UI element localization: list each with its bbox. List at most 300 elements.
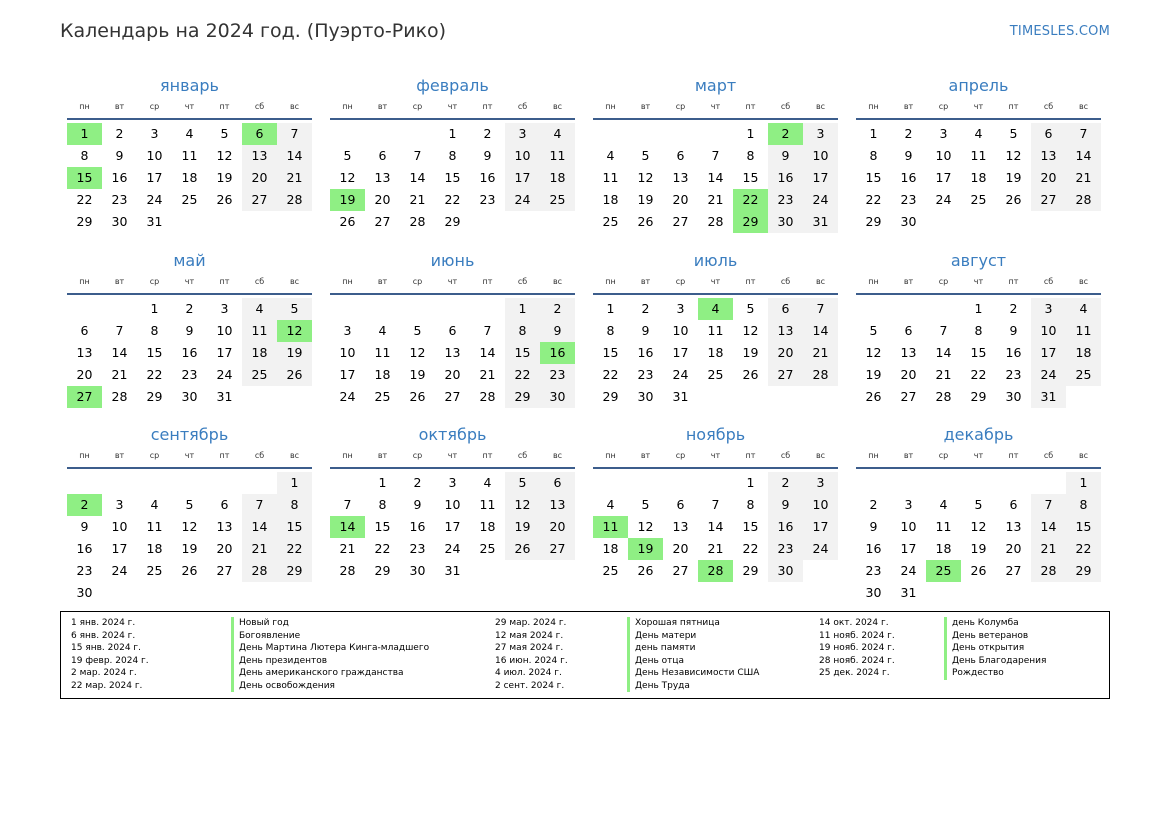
week-row xyxy=(856,494,1101,516)
day-cell: 19 xyxy=(628,538,663,560)
day-cell: 23 xyxy=(900,192,917,207)
day-cell: 24 xyxy=(339,389,356,404)
week-row xyxy=(856,211,1101,233)
holiday-name: День ветеранов xyxy=(944,630,1028,643)
day-cell: 27 xyxy=(242,189,277,211)
day-cell: 7 xyxy=(277,123,312,145)
day-cell: 5 xyxy=(1009,126,1018,141)
empty-cell xyxy=(663,472,698,494)
week-row xyxy=(330,145,575,167)
week-row xyxy=(67,320,312,342)
empty-cell xyxy=(172,472,207,494)
day-cell: 28 xyxy=(1031,560,1066,582)
empty-cell xyxy=(996,472,1031,494)
day-cell: 7 xyxy=(803,298,838,320)
day-cell: 26 xyxy=(216,192,233,207)
day-cell: 17 xyxy=(1031,342,1066,364)
month-name: июнь xyxy=(430,251,475,270)
day-cell: 25 xyxy=(707,367,724,382)
weekday-header xyxy=(67,449,312,469)
weekday-label: сб xyxy=(780,277,791,286)
day-cell: 20 xyxy=(768,342,803,364)
day-cell: 14 xyxy=(707,519,724,534)
day-cell: 2 xyxy=(768,472,803,494)
day-cell: 6 xyxy=(1031,123,1066,145)
week-row xyxy=(593,472,838,494)
day-cell: 11 xyxy=(146,519,163,534)
month-name: июль xyxy=(693,251,738,270)
day-cell: 26 xyxy=(865,389,882,404)
day-cell: 24 xyxy=(146,192,163,207)
weekday-label: вт xyxy=(640,277,651,286)
day-cell: 15 xyxy=(602,345,619,360)
day-cell: 20 xyxy=(242,167,277,189)
weekday-label: ср xyxy=(149,277,160,286)
day-cell: 11 xyxy=(242,320,277,342)
weekday-label: пт xyxy=(482,102,493,111)
weekday-label: ср xyxy=(149,102,160,111)
day-cell: 16 xyxy=(900,170,917,185)
day-cell: 3 xyxy=(505,123,540,145)
day-cell: 5 xyxy=(413,323,422,338)
day-cell: 23 xyxy=(111,192,128,207)
week-row xyxy=(593,123,838,145)
day-cell: 23 xyxy=(865,563,882,578)
day-cell: 13 xyxy=(540,494,575,516)
day-cell: 23 xyxy=(768,538,803,560)
day-cell: 29 xyxy=(277,560,312,582)
day-cell: 18 xyxy=(181,170,198,185)
day-cell: 2 xyxy=(641,301,650,316)
day-cell: 3 xyxy=(343,323,352,338)
empty-cell xyxy=(102,298,137,320)
day-cell: 3 xyxy=(803,472,838,494)
holiday-name: День Труда xyxy=(627,680,690,693)
holiday-row xyxy=(819,642,1119,655)
holiday-column xyxy=(71,617,430,692)
day-cell: 21 xyxy=(707,192,724,207)
day-cell: 17 xyxy=(803,167,838,189)
empty-cell xyxy=(102,472,137,494)
holiday-date: 19 нояб. 2024 г. xyxy=(819,643,895,653)
day-cell: 19 xyxy=(409,367,426,382)
day-cell: 15 xyxy=(742,170,759,185)
weekday-label: вс xyxy=(1078,451,1089,460)
week-row xyxy=(593,538,838,560)
day-cell: 11 xyxy=(479,497,496,512)
weekday-label: вс xyxy=(552,277,563,286)
weekday-label: сб xyxy=(780,451,791,460)
day-cell: 3 xyxy=(676,301,685,316)
day-cell: 23 xyxy=(479,192,496,207)
day-cell: 18 xyxy=(479,519,496,534)
day-cell: 14 xyxy=(242,516,277,538)
day-cell: 28 xyxy=(803,364,838,386)
week-row xyxy=(593,494,838,516)
day-cell: 1 xyxy=(746,475,755,490)
day-cell: 19 xyxy=(1005,170,1022,185)
day-cell: 14 xyxy=(1031,516,1066,538)
month-6 xyxy=(593,249,838,408)
holiday-date: 29 мар. 2024 г. xyxy=(495,618,567,628)
weekday-label: вт xyxy=(114,102,125,111)
day-cell: 17 xyxy=(505,167,540,189)
empty-cell xyxy=(803,560,838,582)
empty-cell xyxy=(593,123,628,145)
week-row xyxy=(67,582,312,604)
holiday-date: 19 февр. 2024 г. xyxy=(71,655,149,666)
weekday-label: пт xyxy=(1008,451,1019,460)
week-row xyxy=(67,494,312,516)
day-cell: 23 xyxy=(1005,367,1022,382)
day-cell: 30 xyxy=(76,585,93,600)
holiday-name: День Независимости США xyxy=(627,667,759,680)
month-3 xyxy=(856,74,1101,233)
weekday-label: пн xyxy=(868,451,879,460)
day-cell: 26 xyxy=(970,563,987,578)
holiday-date: 2 сент. 2024 г. xyxy=(495,680,565,691)
day-cell: 30 xyxy=(540,386,575,408)
empty-cell xyxy=(1066,386,1101,408)
weekday-label: вс xyxy=(289,277,300,286)
weekday-label: пн xyxy=(342,102,353,111)
weekday-label: вс xyxy=(552,102,563,111)
day-cell: 5 xyxy=(641,148,650,163)
day-cell: 7 xyxy=(413,148,422,163)
day-cell: 7 xyxy=(1066,123,1101,145)
week-row xyxy=(330,516,575,538)
week-row xyxy=(856,167,1101,189)
day-cell: 25 xyxy=(479,541,496,556)
day-cell: 22 xyxy=(374,541,391,556)
week-row xyxy=(330,320,575,342)
week-row xyxy=(330,298,575,320)
day-cell: 26 xyxy=(637,563,654,578)
day-cell: 4 xyxy=(974,126,983,141)
day-cell: 26 xyxy=(505,538,540,560)
day-cell: 5 xyxy=(974,497,983,512)
day-cell: 18 xyxy=(935,541,952,556)
empty-cell xyxy=(172,211,207,233)
day-cell: 1 xyxy=(67,123,102,145)
empty-cell xyxy=(768,386,803,408)
day-cell: 16 xyxy=(768,516,803,538)
day-cell: 19 xyxy=(865,367,882,382)
day-cell: 23 xyxy=(637,367,654,382)
holiday-date: 14 окт. 2024 г. xyxy=(819,618,889,628)
weekday-label: сб xyxy=(254,277,265,286)
day-cell: 19 xyxy=(277,342,312,364)
week-row xyxy=(856,516,1101,538)
empty-cell xyxy=(856,472,891,494)
week-row xyxy=(330,342,575,364)
day-cell: 4 xyxy=(483,475,492,490)
day-cell: 12 xyxy=(505,494,540,516)
holiday-name: День президентов xyxy=(231,655,327,668)
weekday-label: вт xyxy=(903,102,914,111)
empty-cell xyxy=(593,472,628,494)
day-cell: 3 xyxy=(115,497,124,512)
week-row xyxy=(67,386,312,408)
day-cell: 18 xyxy=(602,541,619,556)
day-cell: 24 xyxy=(505,189,540,211)
weekday-label: пн xyxy=(79,102,90,111)
weekday-label: сб xyxy=(254,102,265,111)
weekday-label: ср xyxy=(938,451,949,460)
day-cell: 13 xyxy=(768,320,803,342)
weekday-label: пт xyxy=(482,451,493,460)
week-row xyxy=(330,494,575,516)
weekday-label: пт xyxy=(219,277,230,286)
day-cell: 4 xyxy=(185,126,194,141)
day-cell: 10 xyxy=(505,145,540,167)
day-cell: 4 xyxy=(939,497,948,512)
day-cell: 19 xyxy=(216,170,233,185)
site-link[interactable]: TIMESLES.COM xyxy=(1009,24,1110,39)
month-4 xyxy=(67,249,312,408)
day-cell: 8 xyxy=(869,148,878,163)
empty-cell xyxy=(435,298,470,320)
month-5 xyxy=(330,249,575,408)
day-cell: 22 xyxy=(146,367,163,382)
day-cell: 4 xyxy=(606,148,615,163)
day-cell: 13 xyxy=(672,170,689,185)
empty-cell xyxy=(207,582,242,604)
month-name: декабрь xyxy=(943,425,1014,444)
day-cell: 2 xyxy=(540,298,575,320)
weekday-label: пн xyxy=(342,277,353,286)
day-cell: 8 xyxy=(378,497,387,512)
weekday-label: пн xyxy=(868,277,879,286)
day-cell: 13 xyxy=(444,345,461,360)
weekday-label: сб xyxy=(517,102,528,111)
day-cell: 24 xyxy=(803,538,838,560)
day-cell: 4 xyxy=(698,298,733,320)
day-cell: 8 xyxy=(746,148,755,163)
day-cell: 19 xyxy=(742,345,759,360)
day-cell: 3 xyxy=(939,126,948,141)
day-cell: 28 xyxy=(339,563,356,578)
weekday-label: сб xyxy=(1043,277,1054,286)
day-cell: 19 xyxy=(181,541,198,556)
week-row xyxy=(330,167,575,189)
holiday-name: Рождество xyxy=(944,667,1004,680)
holiday-row xyxy=(71,655,371,668)
holiday-row xyxy=(495,630,795,643)
weekday-label: сб xyxy=(1043,451,1054,460)
week-row xyxy=(330,386,575,408)
weekday-label: чт xyxy=(184,451,195,460)
day-cell: 5 xyxy=(505,472,540,494)
day-cell: 22 xyxy=(277,538,312,560)
empty-cell xyxy=(1031,211,1066,233)
day-cell: 10 xyxy=(900,519,917,534)
holiday-name: День открытия xyxy=(944,642,1024,655)
day-cell: 7 xyxy=(1031,494,1066,516)
day-cell: 20 xyxy=(444,367,461,382)
day-cell: 26 xyxy=(409,389,426,404)
day-cell: 13 xyxy=(900,345,917,360)
week-row xyxy=(593,145,838,167)
day-cell: 8 xyxy=(746,497,755,512)
day-cell: 29 xyxy=(505,386,540,408)
day-cell: 30 xyxy=(111,214,128,229)
weekday-label: вт xyxy=(640,451,651,460)
day-cell: 25 xyxy=(1066,364,1101,386)
day-cell: 21 xyxy=(935,367,952,382)
weekday-label: ср xyxy=(412,451,423,460)
holiday-date: 15 янв. 2024 г. xyxy=(71,643,141,653)
day-cell: 30 xyxy=(637,389,654,404)
day-cell: 7 xyxy=(115,323,124,338)
day-cell: 5 xyxy=(641,497,650,512)
day-cell: 29 xyxy=(733,211,768,233)
day-cell: 23 xyxy=(409,541,426,556)
day-cell: 23 xyxy=(76,563,93,578)
day-cell: 21 xyxy=(339,541,356,556)
empty-cell xyxy=(996,582,1031,604)
day-cell: 13 xyxy=(216,519,233,534)
day-cell: 20 xyxy=(672,192,689,207)
day-cell: 8 xyxy=(80,148,89,163)
week-row xyxy=(856,472,1101,494)
weekday-header xyxy=(330,275,575,295)
day-cell: 21 xyxy=(803,342,838,364)
holiday-row xyxy=(495,667,795,680)
day-cell: 21 xyxy=(1066,167,1101,189)
weekday-label: сб xyxy=(1043,102,1054,111)
day-cell: 27 xyxy=(672,214,689,229)
empty-cell xyxy=(330,298,365,320)
day-cell: 28 xyxy=(1066,189,1101,211)
day-cell: 26 xyxy=(742,367,759,382)
empty-cell xyxy=(961,582,996,604)
day-cell: 9 xyxy=(768,145,803,167)
weekday-label: чт xyxy=(973,102,984,111)
weekday-label: пт xyxy=(1008,277,1019,286)
day-cell: 27 xyxy=(900,389,917,404)
day-cell: 4 xyxy=(1066,298,1101,320)
day-cell: 27 xyxy=(768,364,803,386)
day-cell: 9 xyxy=(1009,323,1018,338)
month-8 xyxy=(67,423,312,604)
weekday-label: пт xyxy=(745,102,756,111)
week-row xyxy=(593,320,838,342)
holiday-row xyxy=(71,680,371,693)
empty-cell xyxy=(996,211,1031,233)
day-cell: 24 xyxy=(803,189,838,211)
holiday-date: 1 янв. 2024 г. xyxy=(71,618,136,628)
day-cell: 6 xyxy=(676,497,685,512)
empty-cell xyxy=(137,472,172,494)
day-cell: 1 xyxy=(277,472,312,494)
week-row xyxy=(330,364,575,386)
day-cell: 29 xyxy=(602,389,619,404)
day-cell: 10 xyxy=(339,345,356,360)
day-cell: 15 xyxy=(742,519,759,534)
day-cell: 26 xyxy=(637,214,654,229)
week-row xyxy=(593,342,838,364)
day-cell: 13 xyxy=(242,145,277,167)
empty-cell xyxy=(1031,582,1066,604)
day-cell: 22 xyxy=(865,192,882,207)
day-cell: 18 xyxy=(602,192,619,207)
day-cell: 1 xyxy=(505,298,540,320)
weekday-label: вс xyxy=(815,102,826,111)
weekday-label: вт xyxy=(903,451,914,460)
day-cell: 21 xyxy=(707,541,724,556)
day-cell: 16 xyxy=(76,541,93,556)
weekday-label: чт xyxy=(447,451,458,460)
day-cell: 12 xyxy=(339,170,356,185)
day-cell: 7 xyxy=(483,323,492,338)
day-cell: 23 xyxy=(181,367,198,382)
day-cell: 11 xyxy=(602,170,619,185)
day-cell: 6 xyxy=(904,323,913,338)
day-cell: 14 xyxy=(707,170,724,185)
day-cell: 7 xyxy=(711,148,720,163)
day-cell: 22 xyxy=(970,367,987,382)
month-11 xyxy=(856,423,1101,604)
holiday-date: 25 дек. 2024 г. xyxy=(819,668,890,678)
day-cell: 20 xyxy=(216,541,233,556)
day-cell: 11 xyxy=(970,148,987,163)
day-cell: 22 xyxy=(742,541,759,556)
day-cell: 20 xyxy=(900,367,917,382)
weekday-label: ср xyxy=(675,451,686,460)
holiday-name: День отца xyxy=(627,655,684,668)
day-cell: 27 xyxy=(672,563,689,578)
day-cell: 8 xyxy=(1066,494,1101,516)
day-cell: 15 xyxy=(505,342,540,364)
day-cell: 25 xyxy=(602,563,619,578)
day-cell: 1 xyxy=(378,475,387,490)
day-cell: 22 xyxy=(444,192,461,207)
holiday-row xyxy=(71,630,371,643)
holiday-name: день памяти xyxy=(627,642,696,655)
day-cell: 20 xyxy=(672,541,689,556)
weekday-label: пн xyxy=(79,277,90,286)
empty-cell xyxy=(733,386,768,408)
day-cell: 30 xyxy=(181,389,198,404)
empty-cell xyxy=(505,211,540,233)
week-row xyxy=(67,472,312,494)
day-cell: 19 xyxy=(330,189,365,211)
day-cell: 12 xyxy=(637,170,654,185)
weekday-header xyxy=(593,449,838,469)
day-cell: 14 xyxy=(1066,145,1101,167)
empty-cell xyxy=(242,386,277,408)
holiday-name: Хорошая пятница xyxy=(627,617,720,630)
day-cell: 21 xyxy=(111,367,128,382)
day-cell: 6 xyxy=(242,123,277,145)
day-cell: 31 xyxy=(146,214,163,229)
weekday-header xyxy=(856,449,1101,469)
day-cell: 16 xyxy=(181,345,198,360)
empty-cell xyxy=(277,211,312,233)
day-cell: 30 xyxy=(409,563,426,578)
day-cell: 10 xyxy=(444,497,461,512)
month-10 xyxy=(593,423,838,582)
day-cell: 14 xyxy=(277,145,312,167)
day-cell: 27 xyxy=(1005,563,1022,578)
day-cell: 28 xyxy=(242,560,277,582)
empty-cell xyxy=(242,582,277,604)
day-cell: 15 xyxy=(865,170,882,185)
day-cell: 6 xyxy=(80,323,89,338)
week-row xyxy=(67,167,312,189)
day-cell: 13 xyxy=(76,345,93,360)
